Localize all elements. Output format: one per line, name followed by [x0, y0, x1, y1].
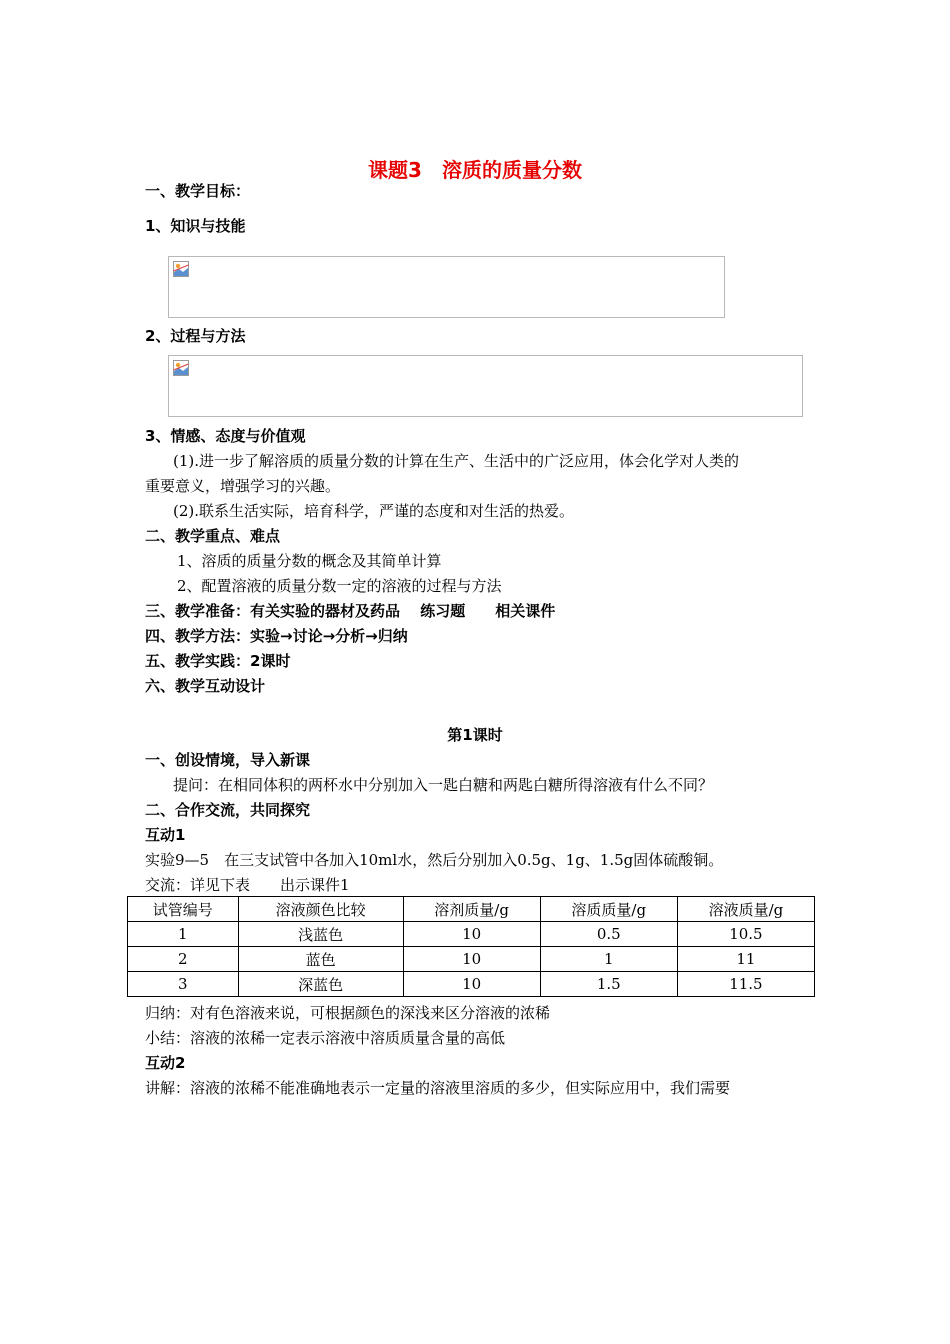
table-row	[128, 972, 815, 997]
image-placeholder-2	[168, 355, 803, 417]
table-cell: 11	[677, 947, 814, 972]
table-cell: 0.5	[540, 922, 677, 947]
page-title: 课题3 溶质的质量分数	[368, 158, 582, 182]
question-text: 提问：在相同体积的两杯水中分别加入一匙白糖和两匙白糖所得溶液有什么不同？	[173, 776, 714, 794]
paragraph-text: (1).进一步了解溶质的质量分数的计算在生产、生活中的广泛应用，体会化学对人类的	[173, 452, 740, 470]
practice-heading: 五、教学实践：2课时	[145, 652, 291, 670]
lesson-heading: 第1课时	[447, 726, 503, 744]
table-cell: 10	[403, 922, 540, 947]
table-header: 溶液质量/g	[677, 897, 814, 922]
table-cell: 10	[403, 947, 540, 972]
table-cell: 1	[128, 922, 239, 947]
table-header-row	[128, 897, 815, 922]
table-cell: 1	[540, 947, 677, 972]
paragraph-text: (2).联系生活实际，培育科学，严谨的态度和对生活的热爱。	[173, 502, 575, 520]
section-heading: 一、创设情境，导入新课	[145, 751, 311, 769]
table-header: 溶剂质量/g	[403, 897, 540, 922]
summary-text: 归纳：对有色溶液来说，可根据颜色的深浅来区分溶液的浓稀	[145, 1004, 551, 1022]
explanation-text: 讲解：溶液的浓稀不能准确地表示一定量的溶液里溶质的多少，但实际应用中，我们需要	[145, 1079, 731, 1097]
emotion-attitude-heading: 3、情感、态度与价值观	[145, 427, 306, 445]
table-cell: 浅蓝色	[238, 922, 403, 947]
table-row	[128, 947, 815, 972]
interaction-heading: 互动2	[145, 1054, 186, 1072]
table-cell: 3	[128, 972, 239, 997]
key-point-item: 2、配置溶液的质量分数一定的溶液的过程与方法	[177, 577, 502, 595]
knowledge-skills-heading: 1、知识与技能	[145, 217, 246, 235]
process-method-heading: 2、过程与方法	[145, 327, 246, 345]
exchange-text: 交流：详见下表 出示课件1	[145, 876, 350, 894]
table-cell: 蓝色	[238, 947, 403, 972]
table-header: 溶液颜色比较	[238, 897, 403, 922]
preparation-heading: 三、教学准备：有关实验的器材及药品 练习题 相关课件	[145, 602, 556, 620]
table-cell: 深蓝色	[238, 972, 403, 997]
table-header: 溶质质量/g	[540, 897, 677, 922]
key-points-heading: 二、教学重点、难点	[145, 527, 281, 545]
method-heading: 四、教学方法：实验→讨论→分析→归纳	[145, 627, 408, 645]
key-point-item: 1、溶质的质量分数的概念及其简单计算	[177, 552, 442, 570]
table-cell: 2	[128, 947, 239, 972]
broken-image-icon	[173, 261, 189, 277]
table-row	[128, 922, 815, 947]
table-header: 试管编号	[128, 897, 239, 922]
experiment-table	[127, 896, 815, 997]
table-cell: 11.5	[677, 972, 814, 997]
paragraph-text: 重要意义，增强学习的兴趣。	[145, 477, 341, 495]
image-placeholder-1	[168, 256, 725, 318]
design-heading: 六、教学互动设计	[145, 677, 266, 695]
table-cell: 10.5	[677, 922, 814, 947]
objectives-heading: 一、教学目标：	[145, 182, 251, 200]
section-heading: 二、合作交流，共同探究	[145, 801, 311, 819]
experiment-text: 实验9—5 在三支试管中各加入10ml水，然后分别加入0.5g、1g、1.5g固体硫酸铜。	[145, 851, 724, 869]
table-cell: 1.5	[540, 972, 677, 997]
broken-image-icon	[173, 360, 189, 376]
summary-text: 小结：溶液的浓稀一定表示溶液中溶质质量含量的高低	[145, 1029, 506, 1047]
interaction-heading: 互动1	[145, 826, 186, 844]
table-cell: 10	[403, 972, 540, 997]
